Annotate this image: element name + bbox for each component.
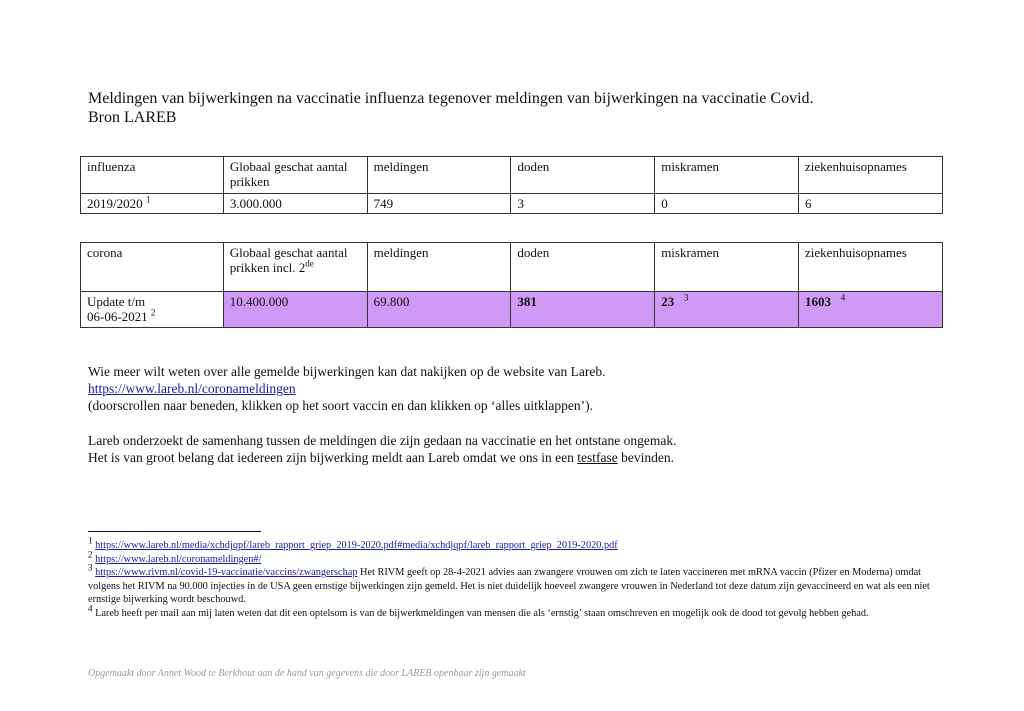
header-cell: meldingen: [367, 157, 511, 194]
influenza-table: [80, 156, 943, 214]
footnote-ref[interactable]: 3: [683, 292, 689, 303]
corona-table: [80, 242, 943, 328]
ziekenhuis-cell: 1603 $^4$: [799, 292, 943, 328]
period-cell: Update t/m 06-06-2021 $^2$: [81, 292, 224, 328]
footnote-2-link[interactable]: https://www.lareb.nl/coronameldingen#/: [95, 553, 262, 565]
header-cell: Globaal geschat aantal prikken incl. 2de: [223, 243, 367, 292]
footnote-4: $^4$ Lareb heeft per mail aan mij laten weten dat dit een optelsom is van de bijwerkmeldingen van mensen die als ‘ernstig’ staan omschreven en mogelijk ook de dood tot gevolg hebben gehad.: [88, 603, 869, 619]
header-cell: miskramen: [655, 157, 799, 194]
footnote-3: $^3$ https://www.rivm.nl/covid-19-vaccinatie/vaccins/zwangerschap Het RIVM geeft op 28-4-2021 advies aan zwangere vrouwen om zich te laten vaccineren met mRNA vaccin (Pfizer en Moderna) omdat volgens het RIVM na 90.000 injecties in de USA geen ernstige bijwerkingen zijn gemeld. Het is niet duidelijk hoeveel zwangere vrouwen in Nederland tot deze datum zijn gevaccineerd en wat als een niet ernstige bijwerking wordt beschouwd.: [88, 562, 930, 605]
page-footer: Opgemaakt door Annet Wood te Berkhout aan de hand van gegevens die door LAREB openbaar zijn gemaakt: [88, 668, 526, 679]
header-cell: corona: [81, 243, 224, 292]
corona-header-row: [81, 243, 943, 292]
superscript: de: [305, 258, 314, 269]
meldingen-cell: 69.800: [367, 292, 511, 328]
miskramen-cell: 23 $^3$: [655, 292, 799, 328]
period-cell: 2019/2020 $^1$: [81, 194, 224, 214]
document-title: [88, 89, 814, 127]
testfase-word: testfase: [577, 450, 618, 465]
header-cell: miskramen: [655, 243, 799, 292]
prikken-cell: 10.400.000: [223, 292, 367, 328]
miskramen-cell: 0: [655, 194, 799, 214]
lareb-link[interactable]: https://www.lareb.nl/coronameldingen: [88, 381, 296, 396]
footnote-ref[interactable]: 4: [840, 292, 846, 303]
header-cell: doden: [511, 243, 655, 292]
header-cell: doden: [511, 157, 655, 194]
footnote-1-link[interactable]: https://www.lareb.nl/media/xchdjqpf/lareb_rapport_griep_2019-2020.pdf#media/xchdjqpf/lareb_rapport_griep_2019-2020.pdf: [95, 540, 618, 551]
influenza-data-row: [81, 194, 943, 214]
footnote-ref[interactable]: 1: [145, 194, 151, 205]
title-line-2: Bron LAREB: [88, 109, 177, 126]
footnote-ref[interactable]: 2: [150, 307, 156, 318]
title-line-1: Meldingen van bijwerkingen na vaccinatie influenza tegenover meldingen van bijwerkingen na vaccinatie Covid.: [88, 90, 814, 107]
header-cell: ziekenhuisopnames: [799, 157, 943, 194]
footnote-3-link[interactable]: https://www.rivm.nl/covid-19-vaccinatie/vaccins/zwangerschap: [95, 567, 358, 578]
meldingen-cell: 749: [367, 194, 511, 214]
footnote-2: $^2$ https://www.lareb.nl/coronameldingen#/: [88, 549, 262, 565]
doden-cell: 3: [511, 194, 655, 214]
ziekenhuis-cell: 6: [799, 194, 943, 214]
info-paragraph: Wie meer wilt weten over alle gemelde bijwerkingen kan dat nakijken op de website van Lareb. https://www.lareb.nl/coronameldingen (doorscrollen naar beneden, klikken op het soort vaccin en dan klikken op ‘alles uitklappen’).: [88, 364, 606, 413]
header-cell: Globaal geschat aantal prikken: [223, 157, 367, 194]
footnote-1: $^1$ https://www.lareb.nl/media/xchdjqpf/lareb_rapport_griep_2019-2020.pdf#media/xchdjqpf/lareb_rapport_griep_2019-2020.pdf: [88, 535, 618, 551]
corona-data-row: [81, 292, 943, 328]
header-cell: influenza: [81, 157, 224, 194]
research-paragraph: Lareb onderzoekt de samenhang tussen de meldingen die zijn gedaan na vaccinatie en het ontstane ongemak. Het is van groot belang dat iedereen zijn bijwerking meldt aan Lareb omdat we ons in een testfase bevinden.: [88, 433, 677, 465]
footnote-divider: [88, 531, 261, 532]
influenza-header-row: [81, 157, 943, 194]
doden-cell: 381: [511, 292, 655, 328]
prikken-cell: 3.000.000: [223, 194, 367, 214]
header-cell: ziekenhuisopnames: [799, 243, 943, 292]
header-cell: meldingen: [367, 243, 511, 292]
footnotes: [88, 535, 948, 620]
